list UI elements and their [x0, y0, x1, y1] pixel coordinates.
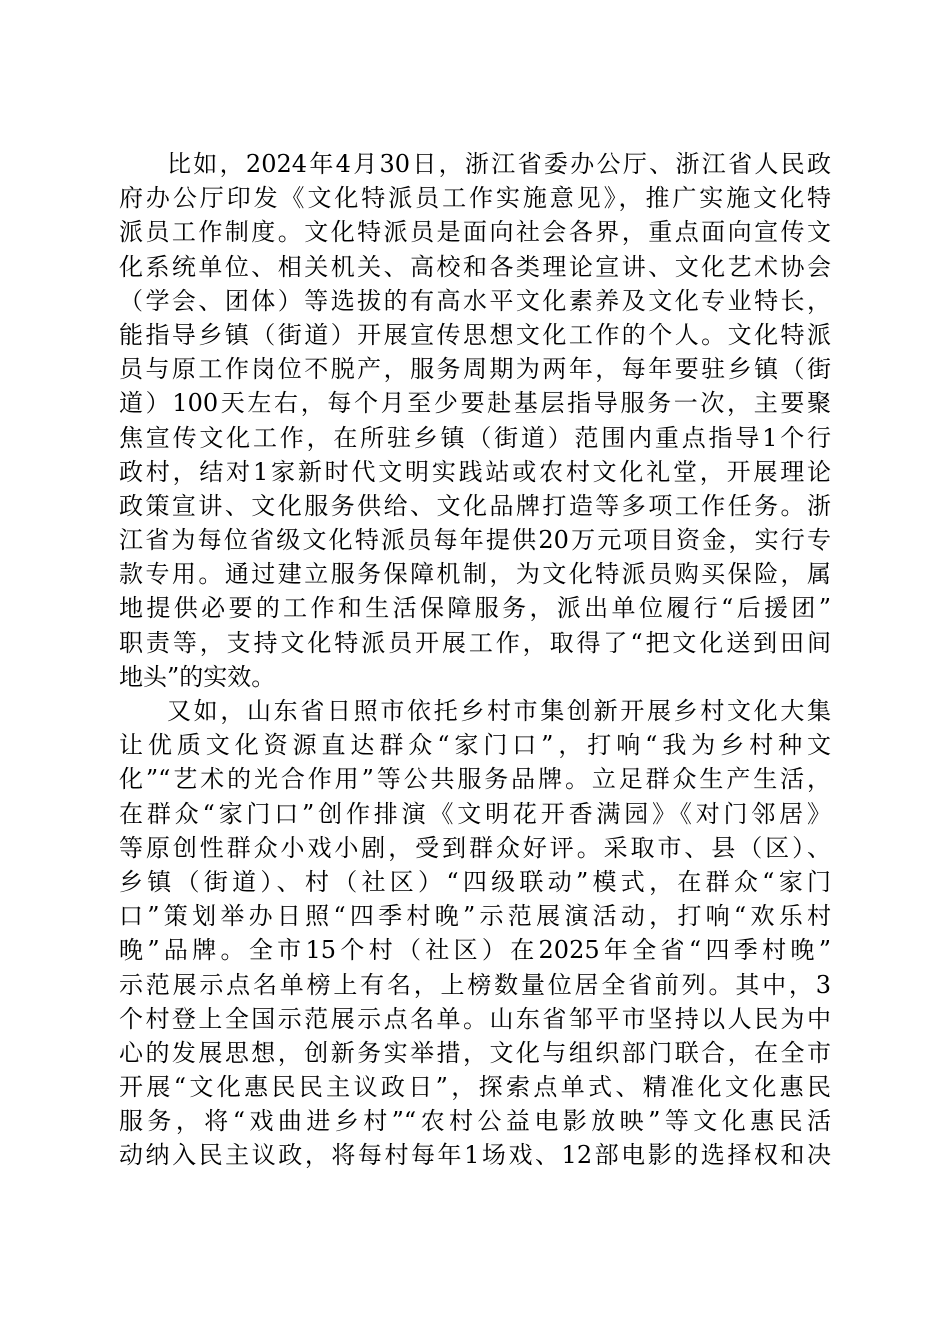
text-line: 乡镇（街道）、村（社区）“四级联动”模式，在群众“家门 — [119, 867, 831, 896]
text-line: 员与原工作岗位不脱产，服务周期为两年，每年要驻乡镇（街 — [119, 355, 831, 384]
text-line: 等原创性群众小戏小剧，受到群众好评。采取市、县（区）、 — [119, 833, 831, 862]
text-line: 焦宣传文化工作，在所驻乡镇（街道）范围内重点指导1个行 — [119, 423, 831, 452]
text-line: 口”策划举办日照“四季村晚”示范展演活动，打响“欢乐村 — [119, 902, 831, 931]
text-line: 地提供必要的工作和生活保障服务，派出单位履行“后援团” — [119, 594, 831, 623]
paragraph-1 — [119, 147, 831, 694]
text-line: 开展“文化惠民民主议政日”，探索点单式、精准化文化惠民 — [119, 1073, 831, 1102]
text-line: 道）100天左右，每个月至少要赴基层指导服务一次，主要聚 — [119, 389, 831, 418]
text-line: 示范展示点名单榜上有名，上榜数量位居全省前列。其中，3 — [119, 970, 831, 999]
text-line: 又如，山东省日照市依托乡村市集创新开展乡村文化大集 — [167, 697, 831, 725]
text-line: 款专用。通过建立服务保障机制，为文化特派员购买保险，属 — [119, 560, 831, 589]
text-line: （学会、团体）等选拔的有高水平文化素养及文化专业特长， — [119, 286, 831, 315]
paragraph-2 — [119, 694, 831, 1173]
text-line: 化”“艺术的光合作用”等公共服务品牌。立足群众生产生活， — [119, 765, 831, 794]
text-line: 地头”的实效。 — [119, 662, 276, 691]
document-body — [119, 147, 831, 1173]
text-line: 府办公厅印发《文化特派员工作实施意见》，推广实施文化特 — [119, 184, 831, 213]
text-line: 让优质文化资源直达群众“家门口”，打响“我为乡村种文 — [119, 731, 831, 760]
text-line: 在群众“家门口”创作排演《文明花开香满园》《对门邻居》 — [119, 799, 831, 828]
text-line: 比如，2024年4月30日，浙江省委办公厅、浙江省人民政 — [167, 150, 831, 178]
text-line: 职责等，支持文化特派员开展工作，取得了“把文化送到田间 — [119, 628, 831, 657]
text-line: 能指导乡镇（街道）开展宣传思想文化工作的个人。文化特派 — [119, 320, 831, 349]
text-line: 政策宣讲、文化服务供给、文化品牌打造等多项工作任务。浙 — [119, 491, 831, 520]
text-line: 动纳入民主议政，将每村每年1场戏、12部电影的选择权和决 — [119, 1141, 831, 1170]
text-line: 江省为每位省级文化特派员每年提供20万元项目资金，实行专 — [119, 526, 831, 555]
text-line: 心的发展思想，创新务实举措，文化与组织部门联合，在全市 — [119, 1038, 831, 1067]
text-line: 服务，将“戏曲进乡村”“农村公益电影放映”等文化惠民活 — [119, 1107, 831, 1136]
text-line: 晚”品牌。全市15个村（社区）在2025年全省“四季村晚” — [119, 936, 831, 965]
text-line: 化系统单位、相关机关、高校和各类理论宣讲、文化艺术协会 — [119, 252, 831, 281]
text-line: 派员工作制度。文化特派员是面向社会各界，重点面向宣传文 — [119, 218, 831, 247]
text-line: 政村，结对1家新时代文明实践站或农村文化礼堂，开展理论 — [119, 457, 831, 486]
text-line: 个村登上全国示范展示点名单。山东省邹平市坚持以人民为中 — [119, 1004, 831, 1033]
